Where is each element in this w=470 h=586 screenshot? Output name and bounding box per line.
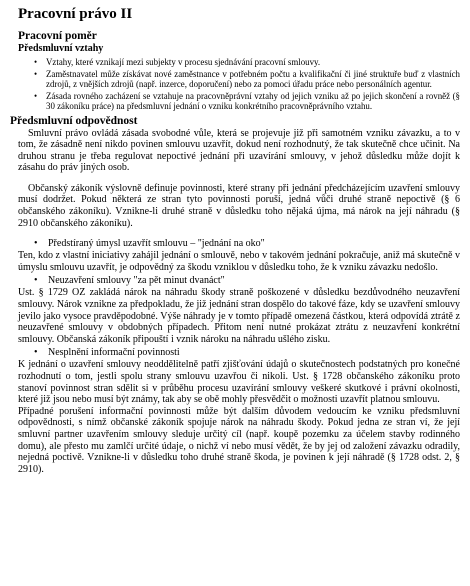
bullet-heading: • Nesplnění informační povinnosti (48, 347, 460, 359)
list-item: • Zaměstnavatel může získávat nové zaměstnance v potřebném počtu a kvalifikační či jiné struktuře buď z vlastních zdrojů, z vnějších zdrojů (např. inzerce, doporučení) nebo za pomoci úřadu práce nebo personálních agentur. (46, 69, 460, 90)
paragraph: Smluvní právo ovládá zásada svobodné vůle, která se projevuje již při samotném vzniku závazku, a to v tom, že zásadně není nikdo povinen smlouvu uzavřít, dokud není rozhodnutý, že tak skutečně chce učinit. Na druhou stranu je třeba regulovat nepoctivé jednání při uzavírání smlouvy, v jehož důsledku může dojít k zásahu do práv jiných osob. (18, 127, 460, 174)
section-heading-predsmluvni-odpovednost: Předsmluvní odpovědnost (10, 114, 138, 127)
paragraph: K jednání o uzavření smlouvy neoddělitelně patří zjišťování údajů o skutečnostech podstatných pro konečné rozhodnutí o tom, jestli spolu strany smlouvu uzavřou či nikoli. Ust. § 1728 občanského zákoníku proto stanoví povinnost stran sdělit si v průběhu procesu uzavírání smlouvy veškeré skutkové i právní okolnosti, které již jsou nebo musí být známy, tak aby se obě mohly přesvědčit o možnosti uzavřít platnou smlouvu. (18, 359, 460, 406)
paragraph: Případné porušení informační povinnosti může být dalším důvodem vedoucím ke vzniku předsmluvní odpovědnosti, s nímž občanské zákoník spojuje nárok na náhradu škody. Pokud jedna ze stran ví, že její smluvní partner uzavřením smlouvy sleduje určitý cíl (např. koupě pozemku za účelem stavby rodinného domu), ale přesto mu zamlčí určité údaje, o nichž ví nebo musí vědět, že by jej od založení závazku odradily, nejedná poctivě. Vznikne-li v důsledku toho druhé straně škoda, je povinen k její náhradě (§ 1728 odst. 2, § 2910). (18, 405, 460, 475)
predsmluvni-vztahy-list (18, 57, 460, 112)
document-title: Pracovní právo II (18, 6, 133, 22)
bullet-heading: • Předstíraný úmysl uzavřít smlouvu – "jednání na oko" (48, 238, 460, 250)
bullet-heading: • Neuzavření smlouvy "za pět minut dvanáct" (48, 275, 460, 287)
subsection-heading-predsmluvni-vztahy: Předsmluvní vztahy (18, 43, 104, 54)
paragraph: Ten, kdo z vlastní iniciativy zahájil jednání o smlouvě, nebo v takovém jednání pokračuje, aniž má skutečně v úmyslu smlouvu uzavřít, je odpovědný za škodu vzniklou v důsledku toho, že k vzniku závazku nedošlo. (18, 250, 460, 273)
paragraph: Ust. § 1729 OZ zakládá nárok na náhradu škody straně poškozené v důsledku bezdůvodného neuzavření smlouvy. Nárok vznikne za předpokladu, že již jednání stran dospělo do takové fáze, kdy se uzavření smlouvy jevilo jako vysoce pravděpodobné. Výše náhrady je v tomto případě omezená částkou, která odpovídá ztrátě z neuzavřené smlouvy v obdobných případech. Přitom není nutné prokázat ztrátu z neuzavření konkrétní smlouvy. Občanská zákoník připouští i vznik nároku na náhradu ušlého zisku. (18, 287, 460, 345)
section-heading-pracovni-pomer: Pracovní poměr (18, 30, 97, 42)
paragraph: Občanský zákoník výslovně definuje povinnosti, které strany při jednání předcházejícím uzavření smlouvy musí dodržet. Pokud některá ze stran tyto povinnosti poruší, jedná vůči druhé straně nepoctivě (§ 6 občanského zákoníku). Vznikne-li druhé straně v důsledku toho nějaká újma, má nárok na její náhradu (§ 2910 občanského zákoníku). (18, 182, 460, 229)
list-item: • Vztahy, které vznikají mezi subjekty v procesu sjednávání pracovní smlouvy. (46, 57, 460, 68)
list-item: • Zásada rovného zacházení se vztahuje na pracovněprávní vztahy od jejich vzniku až po jejich skončení a rovněž (§ 30 zákoníku práce) na předsmluvní jednání o vzniku konkrétního pracovněprávního vztahu. (46, 91, 460, 112)
